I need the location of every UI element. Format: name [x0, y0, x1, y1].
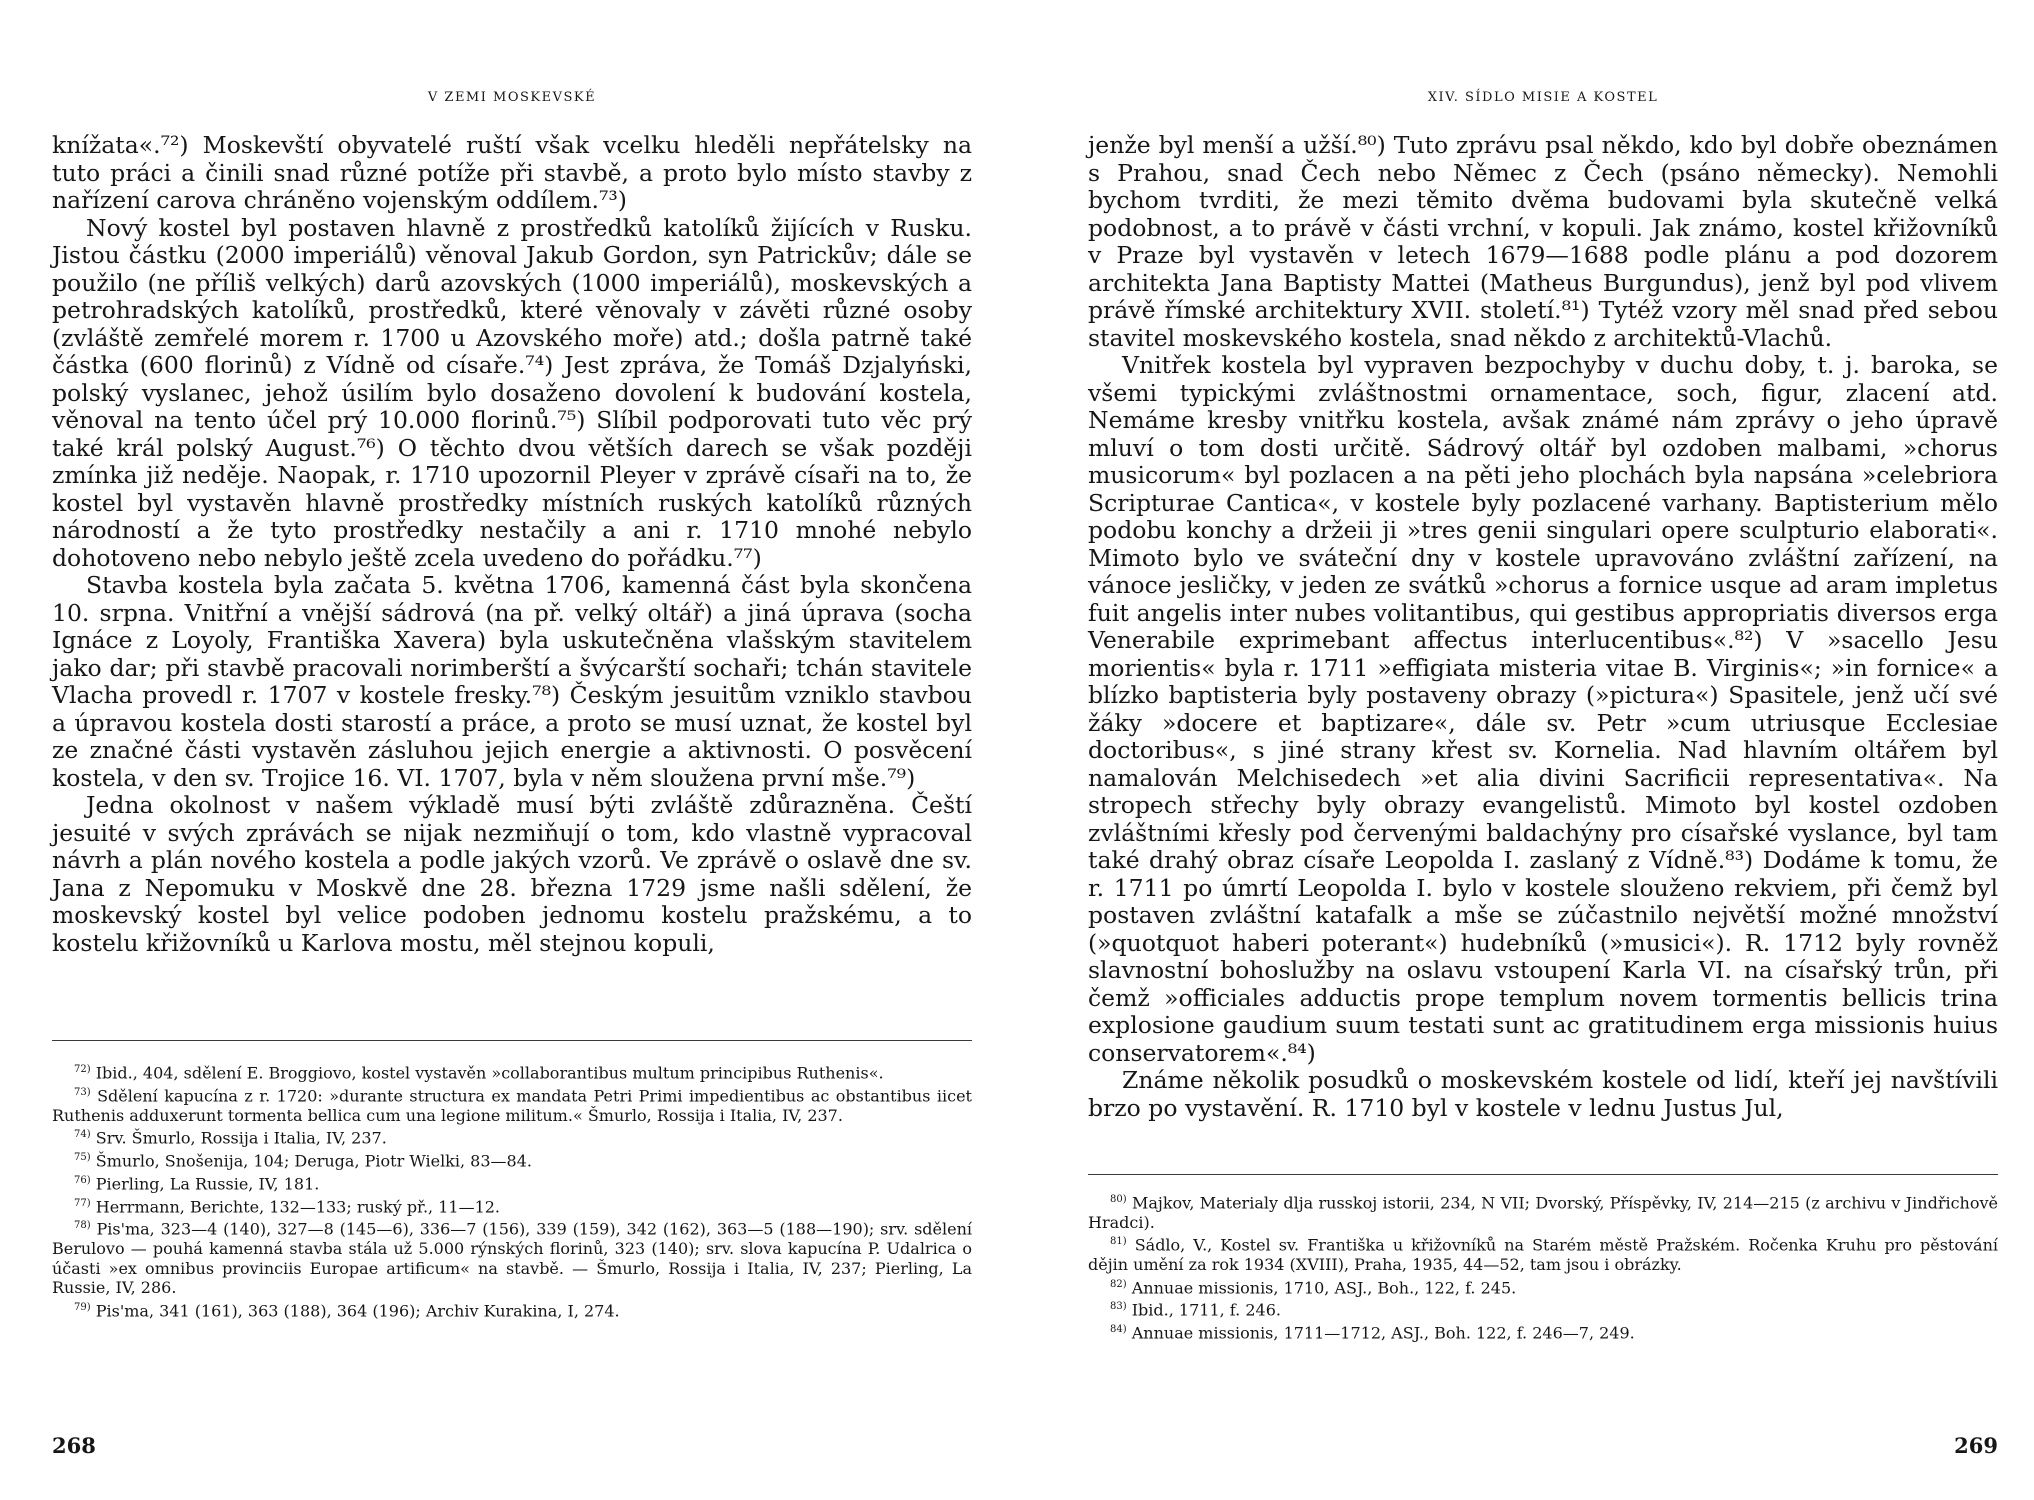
footnote-rule: [1088, 1174, 1998, 1175]
footnote-text: Pis'ma, 341 (161), 363 (188), 364 (196); Archiv Kurakina, I, 274.: [95, 1301, 620, 1321]
footnote-text: Annuae missionis, 1710, ASJ., Boh., 122, f. 245.: [1131, 1277, 1517, 1297]
footnote: [52, 1083, 972, 1125]
footnote-text: Sádlo, V., Kostel sv. Františka u křižovníků na Starém městě Pražském. Ročenka Kruhu pro pěstování dějin umění za rok 1934 (XVIII), Praha, 1935, 44—52, tam jsou i obrázky.: [1088, 1235, 1998, 1275]
footnote-number: 78): [74, 1220, 91, 1232]
footnote-number: 76): [74, 1174, 91, 1186]
footnote-number: 80): [1110, 1194, 1127, 1205]
footnote-text: Sdělení kapucína z r. 1720: »durante structura ex mandata Petri Primi impedientibus ac obstantibus iicet Ruthenis adduxerunt tormenta bellica cum una legione militum.« Šmurlo, Rossija i Italia, IV, 237.: [52, 1086, 972, 1125]
footnote-number: 72): [74, 1064, 91, 1075]
footnotes: [52, 1060, 972, 1321]
footnote: [52, 1060, 972, 1083]
footnote-number: 74): [74, 1129, 91, 1141]
footnote: [1088, 1190, 1998, 1232]
footnote-text: Pierling, La Russie, IV, 181.: [95, 1174, 320, 1194]
footnote-number: 83): [1110, 1301, 1127, 1313]
footnote: [52, 1194, 972, 1217]
footnote-number: 79): [74, 1301, 91, 1313]
right-page: [1088, 0, 1998, 1500]
footnote-number: 84): [1110, 1324, 1127, 1336]
footnote-text: Pis'ma, 323—4 (140), 327—8 (145—6), 336—7 (156), 339 (159), 342 (162), 363—5 (188—190); srv. sdělení Berulovo — pouhá kamenná stavba stála už 5.000 rýnských florinů, 323 (140); srv. slova kapucína P. Udalrica o účasti »ex omnibus provinciis Europae artificum« na stavbě. — Šmurlo, Rossija i Italia, IV, 237; Pierling, La Russie, IV, 286.: [52, 1219, 972, 1298]
footnote: [52, 1148, 972, 1171]
footnote-number: 81): [1110, 1236, 1127, 1248]
paragraph: knížata«.⁷²) Moskevští obyvatelé ruští však vcelku hleděli nepřátelsky na tuto práci a činili snad různé potíže při stavbě, a proto bylo místo stavby z nařízení carova chráněno vojenským oddílem.⁷³): [52, 131, 972, 214]
running-head: V ZEMI MOSKEVSKÉ: [427, 90, 597, 105]
footnote: [52, 1125, 972, 1148]
footnote-text: Šmurlo, Snošenija, 104; Deruga, Piotr Wielki, 83—84.: [95, 1151, 532, 1171]
footnote-text: Herrmann, Berichte, 132—133; ruský př., 11—12.: [95, 1196, 501, 1216]
paragraph: Známe několik posudků o moskevském kostele od lidí, kteří jej navštívili brzo po vystavění. R. 1710 byl v kostele v lednu Justus Jul,: [1088, 1066, 1998, 1122]
footnote-rule: [52, 1040, 972, 1041]
left-page: [52, 0, 972, 1500]
footnote: [1088, 1297, 1998, 1320]
page-number: 269: [1954, 1433, 1998, 1458]
paragraph: jenže byl menší a užší.⁸⁰) Tuto zprávu psal někdo, kdo byl dobře obeznámen s Prahou, snad Čech nebo Němec z Čech (psáno německy). Nemohli bychom tvrditi, že mezi těmito dvěma budovami byla skutečně velká podobnost, a to právě v části vrchní, v kopuli. Jak známo, kostel křižovníků v Praze byl vystavěn v letech 1679—1688 podle plánu a pod dozorem architekta Jana Baptisty Mattei (Matheus Burgundus), jenž byl pod vlivem právě římské architektury XVII. století.⁸¹) Tytéž vzory měl snad před sebou stavitel moskevského kostela, snad někdo z architektů-Vlachů.: [1088, 131, 1998, 352]
footnote: [52, 1298, 972, 1321]
paragraph: Nový kostel byl postaven hlavně z prostředků katolíků žijících v Rusku. Jistou částku (2000 imperiálů) věnoval Jakub Gordon, syn Patrickův; dále se použilo (ne příliš velkých) darů azovských (1000 imperiálů), moskevských a petrohradských katolíků, prostředků, které věnovaly v závěti různé osoby (zvláště zemřelé morem r. 1700 u Azovského moře) atd.; došla patrně také částka (600 florinů) z Vídně od císaře.⁷⁴) Jest zpráva, že Tomáš Dzjalyński, polský vyslanec, jehož úsilím bylo dosaženo dovolení k budování kostela, věnoval na tento účel prý 10.000 florinů.⁷⁵) Slíbil podporovati tuto věc prý také král polský August.⁷⁶) O těchto dvou větších darech se však později zmínka již neděje. Naopak, r. 1710 upozornil Pleyer v zprávě císaři na to, že kostel byl vystavěn hlavně prostředky místních ruských katolíků různých národností a že tyto prostředky nestačily a ani r. 1710 mnohé nebylo dohotoveno nebo nebylo ještě zcela uvedeno do pořádku.⁷⁷): [52, 213, 972, 572]
footnote-number: 73): [74, 1086, 91, 1098]
footnotes: [1088, 1190, 1998, 1343]
body-text: [52, 132, 972, 957]
footnote-text: Srv. Šmurlo, Rossija i Italia, IV, 237.: [95, 1128, 387, 1148]
paragraph: Jedna okolnost v našem výkladě musí býti zvláště zdůrazněna. Čeští jesuité v svých zprávách se nijak nezmiňují o tom, kdo vlastně vypracoval návrh a plán nového kostela a podle jakých vzorů. Ve zprávě o oslavě dne sv. Jana z Nepomuku v Moskvě dne 28. března 1729 jsme našli sdělení, že moskevský kostel byl velice podoben jednomu kostelu pražskému, a to kostelu křižovníků u Karlova mostu, měl stejnou kopuli,: [52, 791, 972, 957]
footnote: [52, 1216, 972, 1297]
footnote-text: Ibid., 1711, f. 246.: [1131, 1300, 1281, 1320]
footnote-number: 75): [74, 1151, 91, 1163]
footnote: [1088, 1232, 1998, 1274]
body-text: [1088, 132, 1998, 1122]
paragraph: Vnitřek kostela byl vypraven bezpochyby v duchu doby, t. j. baroka, se všemi typickými zvláštnostmi ornamentace, soch, figur, zlacení atd. Nemáme kresby vnitřku kostela, avšak známé nám zprávy o jeho úpravě mluví o tom dosti určitě. Sádrový oltář byl ozdoben malbami, »chorus musicorum« byl pozlacen a na pěti jeho plochách byla napsána »celebriora Scripturae Cantica«, v kostele byly pozlacené varhany. Baptisterium mělo podobu konchy a držeii ji »tres genii singulari opere sculpturio elaborati«. Mimoto bylo ve sváteční dny v kostele upravováno zvláštní zařízení, na vánoce jesličky, v jeden ze svátků »chorus a fornice usque ad aram impletus fuit angelis inter nubes volitantibus, qui gestibus appropriatis diversos erga Venerabile exprimebant affectus interlucentibus«.⁸²) V »sacello Jesu morientis« byla r. 1711 »effigiata misteria vitae B. Virginis«; »in fornice« a blízko baptisteria byly postaveny obrazy (»pictura«) Spasitele, jenž učí své žáky »docere et baptizare«, dále sv. Petr »cum utriusque Ecclesiae doctoribus«, s jiné strany křest sv. Kornelia. Nad hlavním oltářem byl namalován Melchisedech »et alia divini Sacrificii representativa«. Na stropech střechy byly obrazy evangelistů. Mimoto byl kostel ozdoben zvláštními křesly pod červenými baldachýny pro císařské vyslance, byl tam také drahý obraz císaře Leopolda I. zaslaný z Vídně.⁸³) Dodáme k tomu, že r. 1711 po úmrtí Leopolda I. bylo v kostele slouženo rekviem, při čemž byl postaven zvláštní katafalk a mše se zúčastnilo největší možné množství (»quotquot haberi poterant«) hudebníků (»musici«). R. 1712 byly rovněž slavnostní bohoslužby na oslavu vstoupení Karla VI. na císařský trůn, při čemž »officiales adductis prope templum novem tormentis bellicis trina explosione gaudium suum testati sunt ac gratitudinem erga missionis huius conservatorem«.⁸⁴): [1088, 351, 1998, 1067]
footnote: [52, 1171, 972, 1194]
footnote-text: Annuae missionis, 1711—1712, ASJ., Boh. 122, f. 246—7, 249.: [1131, 1323, 1635, 1343]
page-number: 268: [52, 1433, 96, 1458]
footnote-text: Ibid., 404, sdělení E. Broggiovo, kostel vystavěn »collaborantibus multum principibus Ruthenis«.: [95, 1063, 884, 1083]
footnote: [1088, 1320, 1998, 1343]
footnote: [1088, 1275, 1998, 1298]
footnote-text: Majkov, Materialy dlja russkoj istorii, 234, N VII; Dvorský, Příspěvky, IV, 214—215 (z archivu v Jindřichově Hradci).: [1088, 1193, 1998, 1232]
paragraph: Stavba kostela byla začata 5. května 1706, kamenná část byla skončena 10. srpna. Vnitřní a vnější sádrová (na př. velký oltář) a jiná úprava (socha Ignáce z Loyoly, Františka Xavera) byla uskutečněna vlašským stavitelem jako dar; při stavbě pracovali norimberští a švýcarští sochaři; tchán stavitele Vlacha provedl r. 1707 v kostele fresky.⁷⁸) Českým jesuitům vzniklo stavbou a úpravou kostela dosti starostí a práce, a proto se musí uznat, že kostel byl ze značné části vystavěn zásluhou jejich energie a aktivnosti. O posvěcení kostela, v den sv. Trojice 16. VI. 1707, byla v něm sloužena první mše.⁷⁹): [52, 571, 972, 792]
running-head: XIV. SÍDLO MISIE A KOSTEL: [1427, 90, 1659, 105]
footnote-number: 82): [1110, 1278, 1127, 1290]
footnote-number: 77): [74, 1197, 91, 1209]
